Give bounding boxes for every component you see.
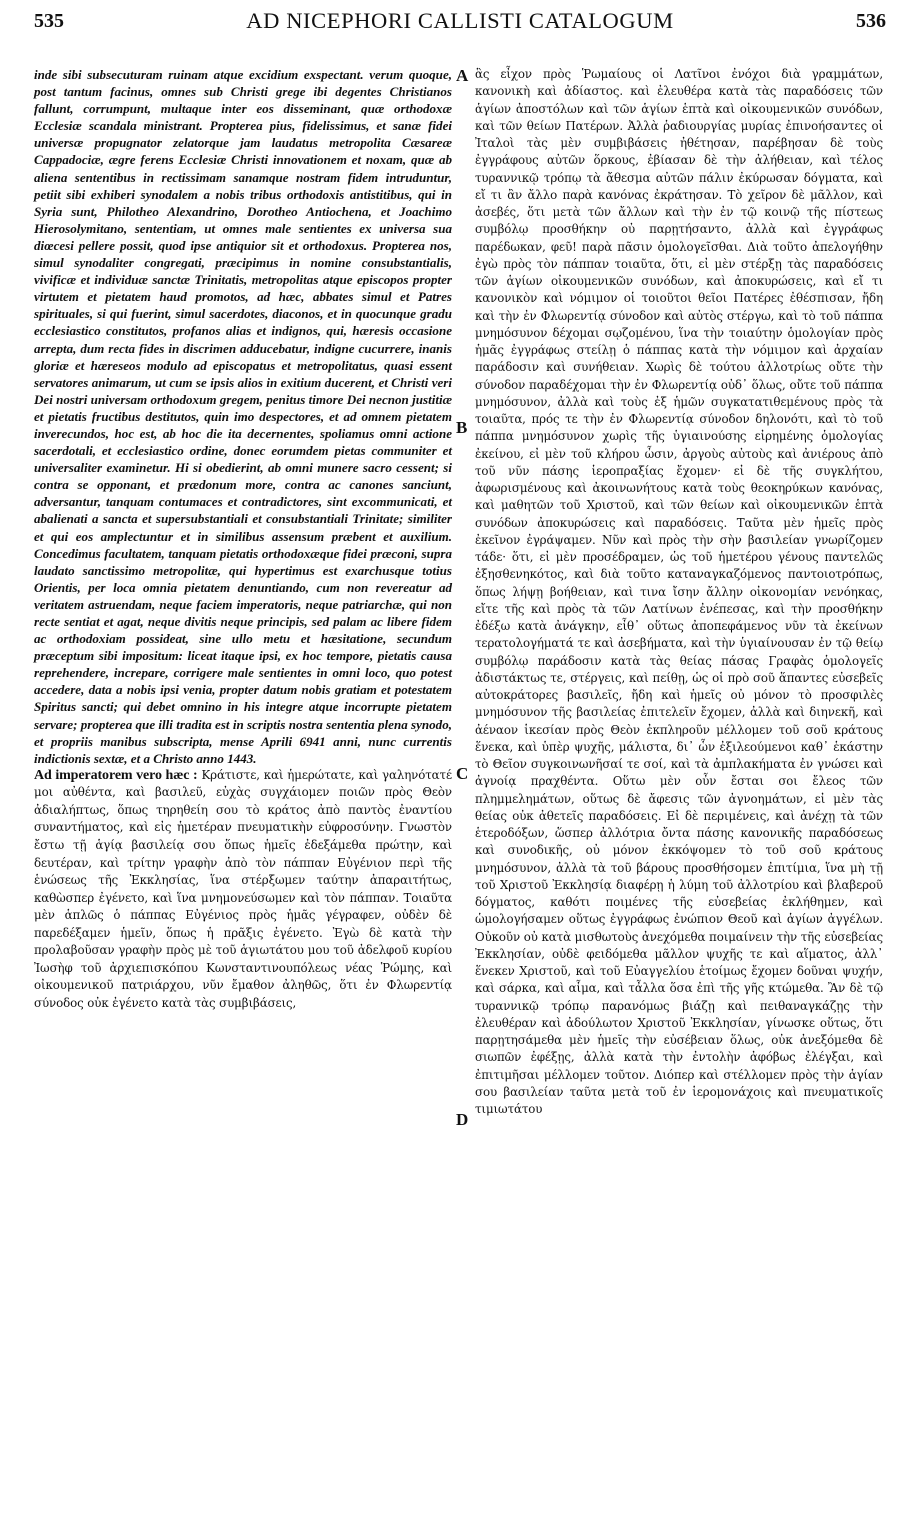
right-column	[475, 66, 883, 1118]
greek-letter-block	[34, 767, 452, 1013]
page-number-left: 535	[34, 10, 64, 32]
greek-letter-text: Κράτιστε, καὶ ἡμερώτατε, καὶ γαληνότατέ μοι αὐθέντα, καὶ βασιλεῦ, εὐχὰς συγχάιομεν ποιῶν πρὸς Θεὸν ἀδιαλήπτως, ὅπως τηρηθείη σου τὸ κράτος ἀπὸ παντὸς ἐναντίου συναντήματος, καὶ εἰς ἡμετέραν πνευματικὴν εὐφροσύνην. Γνωστὸν ἔστω τῇ ἁγίᾳ βασιλείᾳ σου ὅπως ἡμεῖς ἐδεξάμεθα πρώτην, καὶ δευτέραν, καὶ τρίτην γραφὴν ἀπὸ τὸν πάππαν Εὐγένιον περὶ τῆς ἑνώσεως τῆς Ἐκκλησίας, ἵνα στέρξωμεν ταύτην ἀπαραιτήτως, καθὼσπερ ἐγένετο, καὶ ἵνα μνημονεύσωμεν καὶ τὸν πάππαν. Τοιαῦτα μὲν ἁπλῶς ὁ πάππας Εὐγένιος πρὸς ἡμᾶς γέγραφεν, οὐδὲν δὲ παρεδέξαμεν ἡμεῖν, ὅπως ἡ πρᾶξις ἐγένετο. Ἐγὼ δὲ κατὰ τὴν προλαβοῦσαν γραφὴν πρὸς μὲ τοῦ ἁγιωτάτου μου τοῦ ἀδελφοῦ κυρίου Ἰωσὴφ τοῦ ἀρχιεπισκόπου Κωνσταντινουπόλεως νέας Ῥώμης, καὶ οἰκουμενικοῦ πατριάρχου, νῦν ἔμαθον ἀληθῶς, ὅτι ἐν Φλωρεντίᾳ σύνοδος οὐκ ἐγένετο κατὰ τὰς συμβιβάσεις,	[34, 767, 452, 1010]
running-title: AD NICEPHORI CALLISTI CATALOGUM	[246, 8, 674, 33]
latin-intro-phrase: Ad imperatorem vero hæc :	[34, 767, 198, 783]
left-column	[34, 66, 452, 1013]
page-header	[34, 8, 886, 38]
margin-letter-c: C	[456, 764, 469, 783]
latin-text-block: inde sibi subsecuturam ruinam atque excidium exspectant. verum quoque, post tantum facinus, omnes sub Christi grege ibi degentes Christianos fallunt, corrumpunt, multaque inter eos disseminant, quæ orthodoxæ Ecclesiæ scandala ministrant. Propterea pius, fidelissimus, et sanæ fidei universæ propugnator zelatorque jam laudatus metropolita Cæsareæ Cappadociæ, ægre ferens Ecclesiæ Christi innovationem et noxam, quæ ab aliena sententibus in rectissimam sanamque nostram fidem intruduntur, petiit sibi exhiberi synodalem a nobis tribus orthodoxis antistitibus, qui in Syria sunt, Philotheo Alexandrino, Dorotheo Antiochena, et Joachimo Hierosolymitano, sententiam, ut omnes male sentientes ex universa sua diœcesi pellere possit, quod ipse antiquior sit et orthodoxus. Propterea nos, simul synodaliter congregati, præcipimus in nomine consubstantialis, vivificæ et individuæ sanctæ Trinitatis, metropolitas atque episcopos propter virtutem et pietatem haud promotos, ad hæc, abbates simul et Patres spirituales, si qui fuerint, simul sacerdotes, diaconos, et in quocunque gradu ecclesiastico constitutos, profanos alias et indignos, qui, hæresis occasione arrepta, dum recta fides in discrimen adducebatur, indigne cucurrere, inanis gloriæ et hæreseos modulo ad episcopatus et metropolitatus, quasi essent servatores animarum, ut cum se ipsis alios in exitium ducerent, et Christi veri Dei nostri universam orthodoxum gregem, penitus timore Dei necnon justitiæ et pietatis fructibus destitutos, quin imo despectores, et ad omnem pietatem inverecundos, hoc est, ab hoc die ita decernentes, spoliamus omni actione sacerdotali, et ecclesiastico ordine, donec eorumdem pietas communiter et universaliter examinetur. Hi si obedierint, ab omni munere sacro cessent; si contra se opponant, et prædonum more, contra ac canones sanciunt, adversantur, tanquam contumaces et contradictores, sint excommunicati, et abalienati a sancta et supersubstantiali et consubstantiali Trinitate; similiter et qui eos amplectuntur et in similibus assensum præbent et auxilium. Concedimus facultatem, tanquam pietatis orthodoxæque fidei præconi, supra laudato sanctissimo metropolitæ, qui hypertimus est exarchusque totius Orientis, per loca omnia pietatem denuntiando, cum non revereatur ad veritatem astruendam, neque faciem imperatoris, neque patriarchæ, qui non recte sentiat et agat, neque divitis neque principis, sed palam ac libere fidem ac orthodoxiam possideat, sine ullo metu et hæsitatione, secundum præceptum sibi impositum: liceat itaque ipsi, ex hoc tempore, pietatis causa reprehendere, increpare, corrigere male sentientes in omni loco, quo potest accedere, data a nobis ipsi venia, propter datum nobis gratiam et potestatem Spiritus sancti; qui debet omnino in his integre atque incorrupte pietatem servare; propterea que illi tradita est in scriptis nostra sententia plena synodo, et propriis manibus subscripta, mense Aprili 6941 anni, nunc currentis indictionis sextæ, et a Christo anno 1443.	[34, 67, 452, 766]
margin-letter-b: B	[456, 418, 468, 437]
page-number-right: 536	[856, 10, 886, 32]
margin-letter-a: A	[456, 66, 469, 85]
margin-letter-d: D	[456, 1110, 469, 1129]
greek-continuation-block: ἃς εἶχον πρὸς Ῥωμαίους οἱ Λατῖνοι ἐνόχοι διὰ γραμμάτων, κανονικὴ καὶ ἀδίαστος. καὶ ἐλευθέρα κατὰ τὰς παραδόσεις τῶν ἁγίων ἀποστόλων καὶ τῶν ἁγίων ἑπτὰ καὶ οἰκουμενικῶν συνόδων, καὶ τῶν θείων Πατέρων. Ἀλλὰ ῥαδιουργίας μυρίας ἐπινοήσαντες οἱ Ἰταλοὶ τὰς μὲν συμβιβάσεις ἠθέτησαν, παρέβησαν δὲ τοὺς ἐγγράφους αὐτῶν ὅρκους, ἐβίασαν δὲ τὴν ἀλήθειαν, καὶ τέλος τυραννικῷ τρόπῳ τὰ ἄθεσμα αὐτῶν πάλιν ἐκύρωσαν δόγματα, καὶ εἴ τι ἂν ἄλλο παρὰ κανόνας ἐκράτησαν. Τὸ χεῖρον δὲ μᾶλλον, καὶ ἀσεβές, ὅτι μετὰ τῶν ἄλλων καὶ τὴν ἐν τῷ κοινῷ τῆς πίστεως συμβόλῳ προσθήκην οὐ παρῃτήσαντο, ἀλλὰ καὶ ἐγγράφως παρέδωκαν, φεῦ! παρὰ πᾶσιν ὁμολογεῖσθαι. Διὰ τοῦτο ἀπελογήθην ἐγὼ πρὸς τὸν πάππαν τοιαῦτα, ὅτι, εἰ μὲν στέρξῃ τὰς παραδόσεις τῶν ἁγίων οἰκουμενικῶν συνόδων, καὶ ἀποκυρώσεις, καὶ εἴ τι κανονικὸν καὶ νόμιμον οἱ τοιοῦτοι θεῖοι Πατέρες ἐθέσπισαν, ἤδη καὶ τὴν ἐν Φλωρεντίᾳ σύνοδον καὶ αὐτὸς στέργω, καὶ τὸ τοῦ πάππα μνημόσυνον δέχομαι σῳζομένου, ἵνα τὴν τοιαύτην ὁμολογίαν πρὸς ἡμᾶς ἐγγράφως στείλῃ ὁ πάππας κατὰ τὴν νόμιμον καὶ ἀρχαίαν παράδοσιν καὶ συνήθειαν. Χωρὶς δὲ τούτου ἀλλοτρίως οὔτε τὴν σύνοδον παραδέχομαι τὴν ἐν Φλωρεντίᾳ οὐδ᾽ ὅλως, οὔτε τοῦ πάππα μνημόσυνον, ἀλλὰ καὶ τοὺς ἐξ ἡμῶν συγκατατιθεμένους πρὸς τὰ τοιαῦτα, πρός τε τὴν ἐν Φλωρεντίᾳ σύνοδον δηλονότι, καὶ τὸ τοῦ πάππα μνημόσυνον χωρὶς τῆς ὑγιαινούσης εἰρημένης ὁμολογίας ἐκείνου, εἰ μὲν τοῦ κλήρου ὦσιν, ἀργοὺς αὐτοὺς καὶ ἀνιέρους ἀπὸ τοῦ νῦν πάσης ἱεροπραξίας ἔχομεν· εἰ δὲ τῆς συγκλήτου, ἀφωρισμένους καὶ ἀκοινωνήτους κατὰ τοὺς θεοκηρύκων κανόνας, καὶ μαθητῶν τοῦ Χριστοῦ, καὶ τῶν θείων καὶ οἰκουμενικῶν ἑπτὰ συνόδων ἀποκυρώσεις καὶ παραδόσεις. Ταῦτα μὲν ἡμεῖς πρὸς ἐκεῖνον ἐγράψαμεν. Νῦν καὶ πρὸς τὴν σὴν βασιλείαν γνωρίζομεν τάδε· ὅτι, εἰ μὲν προσέδραμεν, ὡς τοῦ ἡμετέρου γένους παντελῶς ἐξησθενηκότος, καὶ διὰ τοῦτο καταναγκαζόμενος παντοιοτρόπως, ὅπως λήψῃ βοήθειαν, καὶ τινα ἴσην ἄλλην οἰκονομίαν νενόηκας, εἴτε τῆς καὶ πρὸς τὰ τῶν Λατίνων ἐνέπεσας, καὶ τὴν προσθήκην ἐδέξω κατὰ ἀνάγκην, εἶθ᾽ οὕτως ἀποπεφάμενος νῦν τὰ ἐκείνων τερατολογήματά τε καὶ ἀσεβήματα, καὶ τὴν ὑγιαίνουσαν ἐν τῷ θείῳ συμβόλῳ παράδοσιν κατὰ τὰς θείας πάσας Γραφὰς ὁμολογεῖς ἀδιστάκτως τε, στέργεις, καὶ πείθῃ, ὡς οἱ πρὸ σοῦ ἅπαντες εὐσεβεῖς αὐτοκράτορες βασιλεῖς, ἤδη καὶ ἡμεῖς οὐ μόνον τὸ προσφιλὲς μνημόσυνον τῆς βασιλείας ἐπιτελεῖν ἔχομεν, ἀλλὰ καὶ διηνεκῆ, καὶ ἀέναον ἱκεσίαν πρὸς Θεὸν ἐκπληροῦν μέλλομεν τοῦ σοῦ κράτους ἕνεκα, καὶ ὑπὲρ ψυχῆς, μάλιστα, δι᾽ ὧν ἐξιλεούμενοι καθ᾽ ἑκάστην τὸ Θεῖον συγκοινωνῆσαί τε σοί, καὶ τὰ ἀμπλακήματα ἐν γνώσει καὶ ἀγνοίᾳ πραχθέντα. Οὕτω μὲν οὖν ἔσται σοι ἔλεος τῶν πλημμελημάτων, οὕτως δὲ ἄφεσις τῶν ἀγνοημάτων, εἰ μὲν τὰς θείας οὐκ ἀθετεῖς παραδόσεις. Εἰ δὲ περιμένεις, καὶ ἀνέχῃ τὰ τῶν ἑτεροδόξων, ὥσπερ ἀλλότρια ὄντα πάσης κανονικῆς παραδόσεως καὶ συνοδικῆς, οὐ μόνον ἐκκόψομεν τὸ τοῦ σοῦ κράτους μνημόσυνον, ἀλλὰ τὰ τοῦ βάρους προσθήσομεν ἐπιτίμια, ἵνα μὴ τῇ τοῦ Χριστοῦ Ἐκκλησίᾳ διαφέρῃ ἡ λύμη τοῦ ἀλλοτρίου καὶ βλαβεροῦ δόγματος, καθότι ποιμένες τῆς εὐσεβείας ἐκλήθημεν, καὶ ὡμολογήσαμεν οὕτως ἐγγράφως ἐνώπιον Θεοῦ καὶ ἁγίων ἀγγέλων. Οὐκοῦν οὐ κατὰ μισθωτοὺς ἀνεχόμεθα ποιμαίνειν τὴν τῆς εὐσεβείας Ἐκκλησίαν, οὐδὲ φειδόμεθα μᾶλλον ψυχῆς τε καὶ αἵματος, ἀλλ᾽ ἕνεκεν Χριστοῦ, καὶ τοῦ Εὐαγγελίου ἑτοίμως ἔχομεν δοῦναι ψυχήν, καὶ σάρκα, καὶ αἷμα, καὶ τἆλλα ὅσα ἐπὶ τῆς γῆς κτώμεθα. Ἂν δὲ τῷ τυραννικῷ τρόπῳ παρανόμως βιάζῃ καὶ πειθαναγκάζῃς τὴν ἐλευθέραν καὶ ἀδούλωτον Χριστοῦ Ἐκκλησίαν, γίνωσκε οὕτως, ὅτι παρῃτησάμεθα μὲν ἡμεῖς τὴν εὐσέβειαν ὅλως, οὐκ ἀνεξόμεθα δὲ σιωπῶν ἐφέξῃς, ἀλλὰ κατὰ τὴν ἐντολὴν ἀφόβως ἐλέγξαι, καὶ ἐπιτιμῆσαι μέλλομεν τοῦτον. Διόπερ καὶ στέλλομεν πρὸς τὴν ἁγίαν σου βασιλείαν ταῦτα μετὰ τοῦ ἐν ἱερομονάχοις καὶ πνευματικοῖς τιμιωτάτου	[475, 67, 883, 1116]
